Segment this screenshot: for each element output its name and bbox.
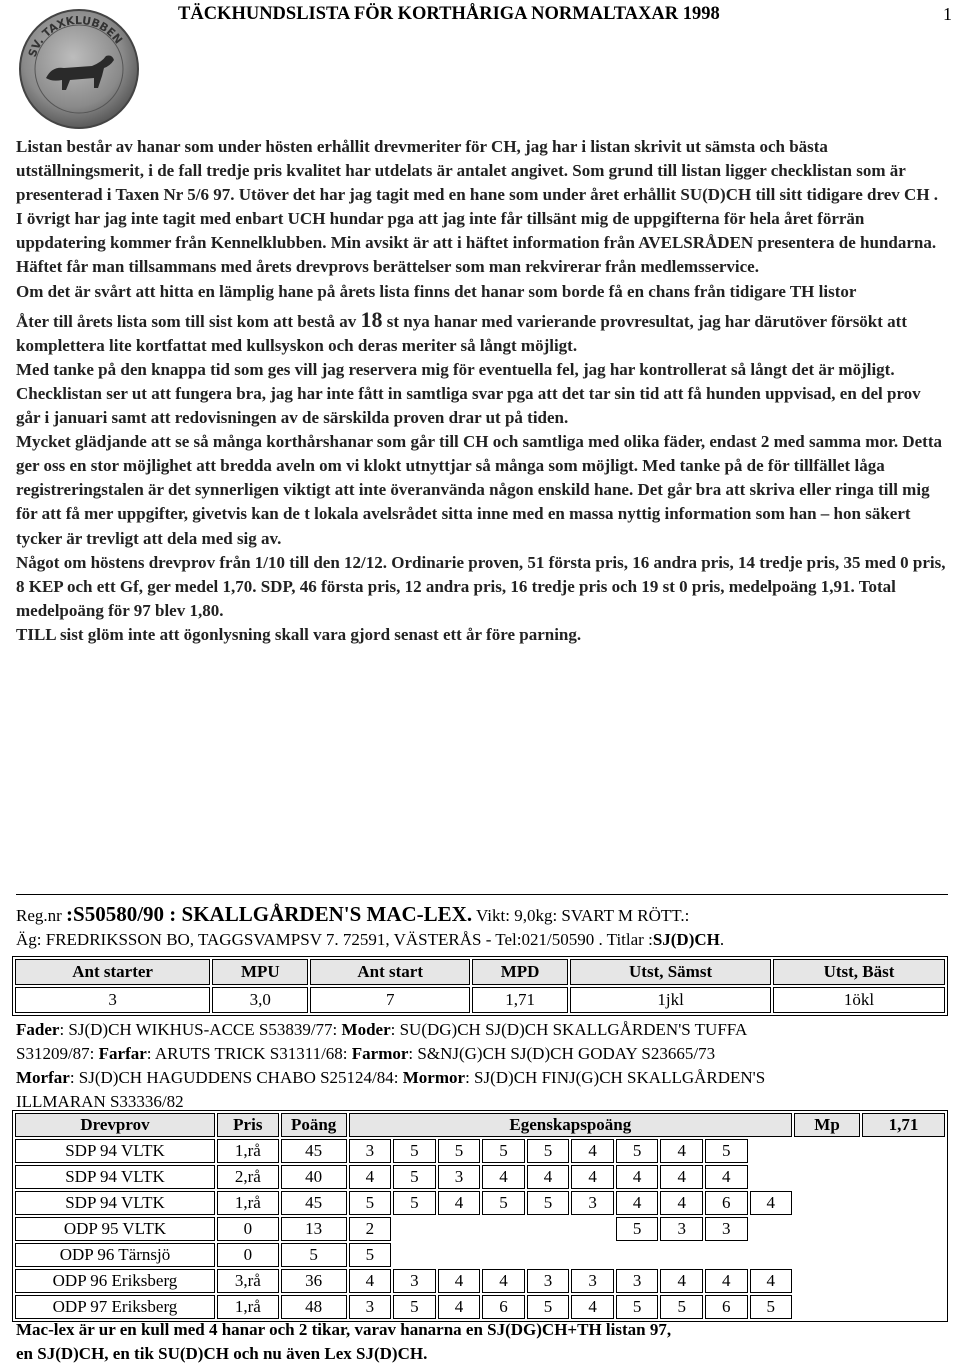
prov-egenskap: 5 bbox=[438, 1139, 481, 1163]
prov-egenskap: 4 bbox=[750, 1269, 793, 1293]
reg-line: Reg.nr :S50580/90 : SKALLGÅRDEN'S MAC-LEX. Vikt: 9,0kg: SVART M RÖTT.: bbox=[16, 902, 690, 926]
prov-egenskap: 4 bbox=[705, 1165, 748, 1189]
prov-poang: 48 bbox=[281, 1295, 347, 1319]
prov-egenskap bbox=[438, 1243, 481, 1267]
stats-cell: 1jkl bbox=[570, 987, 771, 1013]
intro-text bbox=[16, 135, 948, 647]
hane-count: 18 bbox=[360, 306, 383, 332]
prov-row bbox=[15, 1217, 945, 1241]
prov-egenskap: 4 bbox=[527, 1165, 570, 1189]
prov-egenskap: 5 bbox=[349, 1243, 392, 1267]
prov-egenskap: 5 bbox=[393, 1191, 436, 1215]
prov-egenskap bbox=[393, 1243, 436, 1267]
dog-weight-color: Vikt: 9,0kg: SVART M RÖTT.: bbox=[472, 906, 690, 925]
intro-paragraph: Med tanke på den knappa tid som ges vill jag reservera mig för eventuella fel, jag har kontrollerat så långt det är möjligt. Checklistan ser ut att fungera bra, jag har inte fått in samtliga svar pga att det tar sin tid att få hunden uppvisad, en del prov går i januari samt att redovisningen av de särskilda proven drar ut på tiden. bbox=[16, 359, 921, 428]
prov-egenskap: 5 bbox=[527, 1295, 570, 1319]
prov-pris: 1,rå bbox=[217, 1295, 279, 1319]
prov-row bbox=[15, 1165, 945, 1189]
prov-filler bbox=[794, 1165, 860, 1189]
prov-egenskap: 5 bbox=[660, 1295, 703, 1319]
prov-egenskap bbox=[750, 1217, 793, 1241]
prov-egenskap: 5 bbox=[482, 1191, 525, 1215]
prov-filler bbox=[794, 1139, 860, 1163]
page-number: 1 bbox=[943, 4, 952, 24]
prov-row bbox=[15, 1295, 945, 1319]
prov-egenskap bbox=[482, 1217, 525, 1241]
prov-egenskap: 3 bbox=[571, 1191, 614, 1215]
prov-egenskap: 3 bbox=[438, 1165, 481, 1189]
dog-registration: :S50580/90 : SKALLGÅRDEN'S MAC-LEX. bbox=[66, 902, 473, 926]
prov-filler bbox=[862, 1295, 945, 1319]
prov-egenskap: 5 bbox=[349, 1191, 392, 1215]
prov-egenskap: 5 bbox=[393, 1139, 436, 1163]
intro-paragraph: Åter till årets lista som till sist kom att bestå av 18 st nya hanar med varierande provresultat, jag har därutöver försökt att komplettera lite kortfattat med kullsyskon och deras meriter så långt möjligt. bbox=[16, 306, 907, 355]
prov-row bbox=[15, 1269, 945, 1293]
prov-egenskap: 4 bbox=[482, 1165, 525, 1189]
prov-egenskap bbox=[571, 1243, 614, 1267]
prov-pris: 1,rå bbox=[217, 1139, 279, 1163]
pedigree-line: ILLMARAN S33336/82 bbox=[16, 1092, 184, 1111]
pedigree-line: Fader: SJ(D)CH WIKHUS-ACCE S53839/77: Moder: SU(DG)CH SJ(D)CH SKALLGÅRDEN'S TUFFA bbox=[16, 1020, 748, 1039]
prov-egenskap: 4 bbox=[660, 1269, 703, 1293]
prov-egenskap: 3 bbox=[616, 1269, 659, 1293]
drevprov-table bbox=[12, 1110, 948, 1322]
prov-egenskap: 3 bbox=[527, 1269, 570, 1293]
prov-egenskap: 4 bbox=[482, 1269, 525, 1293]
stats-value-row bbox=[15, 987, 945, 1013]
prov-filler bbox=[862, 1243, 945, 1267]
prov-egenskap: 5 bbox=[482, 1139, 525, 1163]
prov-egenskap: 6 bbox=[705, 1191, 748, 1215]
intro-paragraph: Något om höstens drevprov från 1/10 till den 12/12. Ordinarie proven, 51 första pris, 16 andra pris, 14 tredje pris, 35 med 0 pris, 8 KEP och ett Gf, ger medel 1,70. SDP, 46 första pris, 12 andra pris, 16 tredje pris och 19 st 0 pris, medelpoäng 1,91. Total medelpoäng för 97 blev 1,80. bbox=[16, 552, 946, 620]
prov-name: SDP 94 VLTK bbox=[15, 1165, 215, 1189]
prov-egenskap bbox=[527, 1217, 570, 1241]
prov-egenskap bbox=[527, 1243, 570, 1267]
footer-line: en SJ(D)CH, en tik SU(D)CH och nu även Lex SJ(D)CH. bbox=[16, 1344, 428, 1363]
prov-name: ODP 97 Eriksberg bbox=[15, 1295, 215, 1319]
prov-filler bbox=[862, 1269, 945, 1293]
stats-cell: 1ökl bbox=[773, 987, 945, 1013]
prov-egenskap: 4 bbox=[705, 1269, 748, 1293]
prov-egenskap: 4 bbox=[438, 1295, 481, 1319]
stats-header: Utst, Bäst bbox=[773, 959, 945, 985]
intro-paragraph: TILL sist glöm inte att ögonlysning skall vara gjord senast ett år före parning. bbox=[16, 624, 582, 644]
prov-poang: 13 bbox=[281, 1217, 347, 1241]
footer-line: Mac-lex är ur en kull med 4 hanar och 2 tikar, varav hanarna en SJ(DG)CH+TH listan 97, bbox=[16, 1320, 672, 1339]
prov-name: ODP 96 Tärnsjö bbox=[15, 1243, 215, 1267]
prov-egenskap: 3 bbox=[349, 1139, 392, 1163]
stats-cell: 7 bbox=[310, 987, 470, 1013]
prov-egenskap: 4 bbox=[660, 1139, 703, 1163]
prov-poang: 40 bbox=[281, 1165, 347, 1189]
prov-egenskap: 5 bbox=[705, 1139, 748, 1163]
stats-header-row bbox=[15, 959, 945, 985]
dog-titles: SJ(D)CH bbox=[652, 930, 720, 949]
prov-egenskap: 2 bbox=[349, 1217, 392, 1241]
prov-filler bbox=[862, 1165, 945, 1189]
stats-header: Ant starter bbox=[15, 959, 210, 985]
prov-egenskap: 4 bbox=[750, 1191, 793, 1215]
prov-row bbox=[15, 1243, 945, 1267]
section-divider bbox=[16, 894, 948, 895]
prov-filler bbox=[794, 1243, 860, 1267]
prov-filler bbox=[862, 1191, 945, 1215]
stats-cell: 3 bbox=[15, 987, 210, 1013]
stats-header: Ant start bbox=[310, 959, 470, 985]
prov-egenskap: 4 bbox=[438, 1269, 481, 1293]
prov-egenskap: 4 bbox=[438, 1191, 481, 1215]
prov-egenskap: 6 bbox=[705, 1295, 748, 1319]
footer-note bbox=[16, 1318, 948, 1366]
prov-egenskap: 5 bbox=[527, 1191, 570, 1215]
club-seal-icon bbox=[18, 8, 140, 130]
prov-name: SDP 94 VLTK bbox=[15, 1191, 215, 1215]
prov-egenskap: 5 bbox=[616, 1139, 659, 1163]
prov-egenskap bbox=[571, 1217, 614, 1241]
prov-egenskap bbox=[438, 1217, 481, 1241]
document-title: TÄCKHUNDSLISTA FÖR KORTHÅRIGA NORMALTAXAR 1998 bbox=[178, 4, 720, 24]
prov-egenskap bbox=[750, 1139, 793, 1163]
prov-header: Egenskapspoäng bbox=[349, 1113, 792, 1137]
prov-egenskap: 4 bbox=[571, 1139, 614, 1163]
prov-filler bbox=[862, 1139, 945, 1163]
prov-egenskap: 5 bbox=[750, 1295, 793, 1319]
prov-row bbox=[15, 1191, 945, 1215]
prov-poang: 45 bbox=[281, 1191, 347, 1215]
prov-header: Mp bbox=[794, 1113, 860, 1137]
prov-egenskap: 5 bbox=[393, 1295, 436, 1319]
prov-name: ODP 96 Eriksberg bbox=[15, 1269, 215, 1293]
prov-egenskap: 4 bbox=[660, 1165, 703, 1189]
prov-egenskap bbox=[705, 1243, 748, 1267]
prov-header-row bbox=[15, 1113, 945, 1137]
prov-egenskap bbox=[482, 1243, 525, 1267]
prov-egenskap: 4 bbox=[616, 1191, 659, 1215]
stats-header: MPU bbox=[212, 959, 308, 985]
prov-name: SDP 94 VLTK bbox=[15, 1139, 215, 1163]
dog-info bbox=[16, 902, 948, 952]
prov-body bbox=[15, 1139, 945, 1319]
prov-egenskap bbox=[750, 1243, 793, 1267]
prov-poang: 36 bbox=[281, 1269, 347, 1293]
prov-pris: 0 bbox=[217, 1217, 279, 1241]
stats-header: MPD bbox=[472, 959, 568, 985]
prov-filler bbox=[794, 1295, 860, 1319]
prov-egenskap: 3 bbox=[660, 1217, 703, 1241]
prov-filler bbox=[794, 1191, 860, 1215]
prov-pris: 2,rå bbox=[217, 1165, 279, 1189]
prov-header: Poäng bbox=[281, 1113, 347, 1137]
intro-paragraph: Mycket glädjande att se så många korthårshanar som går till CH och samtliga med olika fäder, endast 2 med samma mor. Detta ger oss en stor möjlighet att bredda aveln om vi klokt utnyttjar så många som möjligt. Med tanke på de för tillfället låga registreringstalen är det synnerligen viktigt att inte överanvända någon enskild hane. Det går bra att skriva eller ringa till mig för att få mer uppgifter, givetvis kan de t lokala avelsrådet sitta inne med en massa nyttig information som han – hon säkert tycker är trevligt att dela med sig av. bbox=[16, 432, 942, 548]
prov-pris: 0 bbox=[217, 1243, 279, 1267]
prov-name: ODP 95 VLTK bbox=[15, 1217, 215, 1241]
prov-header: Pris bbox=[217, 1113, 279, 1137]
stats-header: Utst, Sämst bbox=[570, 959, 771, 985]
prov-egenskap bbox=[750, 1165, 793, 1189]
dog-owner: Äg: FREDRIKSSON BO, TAGGSVAMPSV 7. 72591, VÄSTERÅS - Tel:021/50590 . Titlar : bbox=[16, 930, 653, 949]
page-header bbox=[0, 0, 960, 120]
prov-egenskap: 4 bbox=[349, 1269, 392, 1293]
prov-row bbox=[15, 1139, 945, 1163]
owner-line: Äg: FREDRIKSSON BO, TAGGSVAMPSV 7. 72591, VÄSTERÅS - Tel:021/50590 . Titlar :SJ(D)CH. bbox=[16, 930, 725, 949]
prov-egenskap: 3 bbox=[571, 1269, 614, 1293]
prov-filler bbox=[862, 1217, 945, 1241]
prov-egenskap: 5 bbox=[527, 1139, 570, 1163]
prov-egenskap: 5 bbox=[616, 1217, 659, 1241]
prov-mp-value: 1,71 bbox=[862, 1113, 945, 1137]
pedigree-line: Morfar: SJ(D)CH HAGUDDENS CHABO S25124/84: Mormor: SJ(D)CH FINJ(G)CH SKALLGÅRDEN'S bbox=[16, 1068, 766, 1087]
prov-pris: 3,rå bbox=[217, 1269, 279, 1293]
prov-poang: 5 bbox=[281, 1243, 347, 1267]
stats-cell: 1,71 bbox=[472, 987, 568, 1013]
stats-table bbox=[12, 956, 948, 1016]
prov-egenskap bbox=[616, 1243, 659, 1267]
prov-filler bbox=[794, 1217, 860, 1241]
prov-pris: 1,rå bbox=[217, 1191, 279, 1215]
prov-egenskap: 4 bbox=[571, 1295, 614, 1319]
prov-egenskap: 6 bbox=[482, 1295, 525, 1319]
prov-egenskap: 4 bbox=[571, 1165, 614, 1189]
intro-paragraph: Om det är svårt att hitta en lämplig hane på årets lista finns det hanar som borde få en chans från tidigare TH listor bbox=[16, 281, 857, 301]
prov-filler bbox=[794, 1269, 860, 1293]
prov-egenskap: 5 bbox=[393, 1165, 436, 1189]
prov-egenskap: 3 bbox=[349, 1295, 392, 1319]
prov-egenskap: 4 bbox=[660, 1191, 703, 1215]
prov-egenskap bbox=[660, 1243, 703, 1267]
prov-egenskap: 5 bbox=[616, 1295, 659, 1319]
pedigree-line: S31209/87: Farfar: ARUTS TRICK S31311/68: Farmor: S&NJ(G)CH SJ(D)CH GODAY S23665/73 bbox=[16, 1044, 716, 1063]
intro-paragraph: Listan består av hanar som under hösten erhållit drevmeriter för CH, jag har i listan skrivit ut sämsta och bästa utställningsmerit, i de fall tredje pris kvalitet har utdelats är antalet angivet. Som grund till listan ligger checklistan som är presenterad i Taxen Nr 5/6 97. Utöver det har jag tagit med en hane som under året erhållit SU(D)CH till sitt tidigare drev CH . I övrigt har jag inte tagit med enbart UCH hundar pga att jag inte får tillsänt mig de uppgifterna för hela året förrän uppdatering kommer från Kennelklubben. Min avsikt är att i häftet information från AVELSRÅDEN presentera de hundarna. Häftet får man tillsammans med årets drevprovs berättelser som man rekvirerar från medlemsservice. bbox=[16, 137, 939, 277]
prov-egenskap: 3 bbox=[705, 1217, 748, 1241]
seal-text: SV. TAXKLUBBEN bbox=[25, 13, 125, 59]
prov-egenskap: 4 bbox=[616, 1165, 659, 1189]
prov-header: Drevprov bbox=[15, 1113, 215, 1137]
prov-egenskap: 3 bbox=[393, 1269, 436, 1293]
prov-egenskap bbox=[393, 1217, 436, 1241]
prov-egenskap: 4 bbox=[349, 1165, 392, 1189]
pedigree bbox=[16, 1018, 948, 1114]
stats-cell: 3,0 bbox=[212, 987, 308, 1013]
prov-poang: 45 bbox=[281, 1139, 347, 1163]
